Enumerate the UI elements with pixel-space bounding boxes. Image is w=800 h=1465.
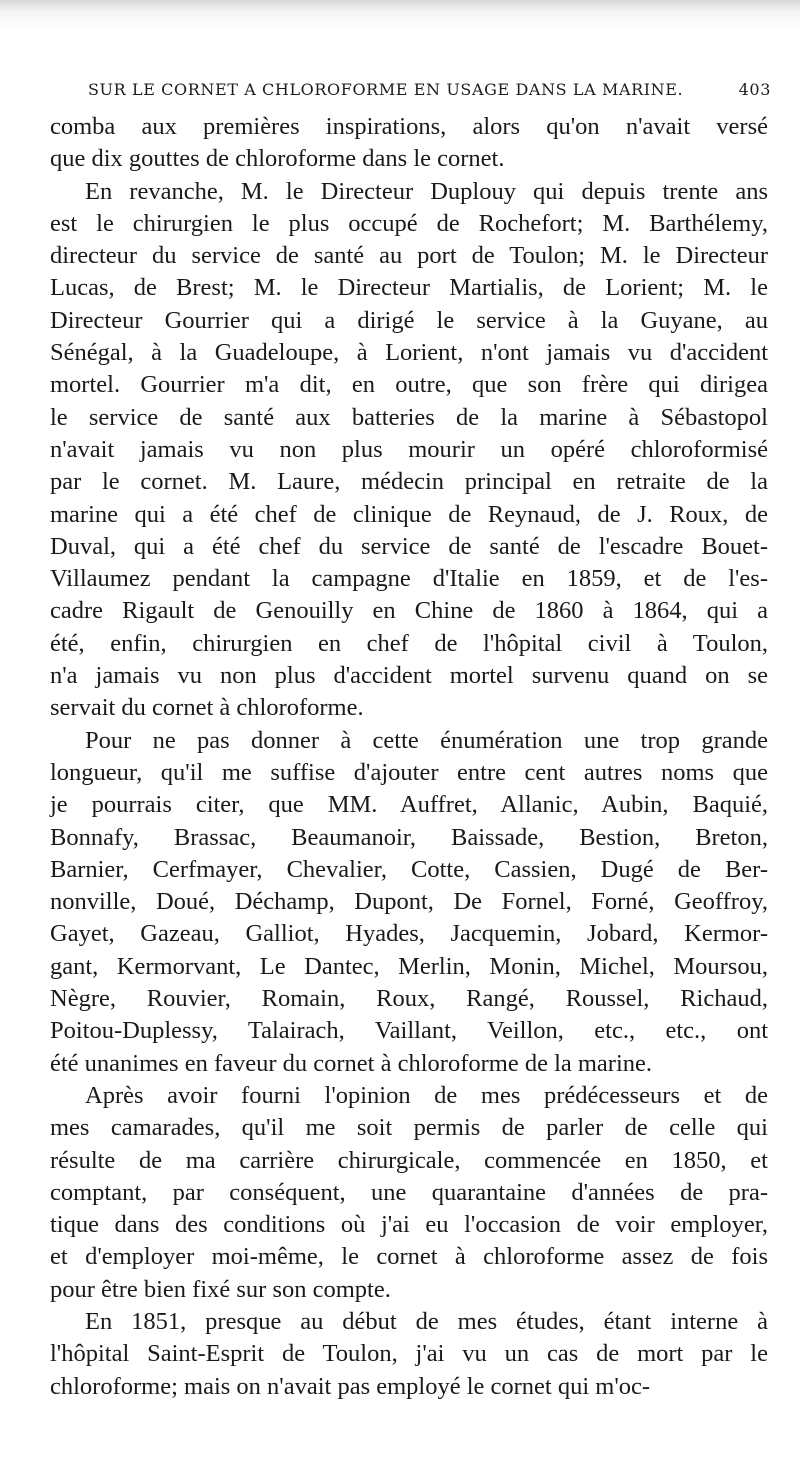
text-line: marine qui a été chef de clinique de Reynaud, de J. Roux, de bbox=[50, 500, 768, 528]
text-line: été unanimes en faveur du cornet à chloroforme de la marine. bbox=[50, 1049, 653, 1077]
text-line: Pour ne pas donner à cette énumération une trop grande bbox=[85, 726, 768, 754]
text-line: résulte de ma carrière chirurgicale, commencée en 1850, et bbox=[50, 1146, 768, 1174]
text-line: n'a jamais vu non plus d'accident mortel survenu quand on se bbox=[50, 662, 768, 690]
paragraph bbox=[50, 176, 768, 725]
text-line: chloroforme; mais on n'avait pas employé le cornet qui m'oc- bbox=[50, 1372, 651, 1400]
text-line: l'hôpital Saint-Esprit de Toulon, j'ai vu un cas de mort par le bbox=[50, 1340, 768, 1368]
text-line: directeur du service de santé au port de Toulon; M. le Directeur bbox=[50, 242, 768, 270]
text-line: En 1851, presque au début de mes études, étant interne à bbox=[85, 1307, 768, 1335]
text-line: Directeur Gourrier qui a dirigé le service à la Guyane, au bbox=[50, 306, 768, 334]
text-line: Sénégal, à la Guadeloupe, à Lorient, n'ont jamais vu d'accident bbox=[50, 339, 768, 367]
text-line: Nègre, Rouvier, Romain, Roux, Rangé, Roussel, Richaud, bbox=[50, 985, 768, 1013]
body-text bbox=[50, 111, 768, 1403]
text-line: mortel. Gourrier m'a dit, en outre, que son frère qui dirigea bbox=[50, 371, 768, 399]
paragraph bbox=[50, 1306, 768, 1403]
text-line: Bonnafy, Brassac, Beaumanoir, Baissade, Bestion, Breton, bbox=[50, 823, 768, 851]
text-line: comptant, par conséquent, une quarantaine d'années de pra- bbox=[50, 1178, 768, 1206]
text-line: gant, Kermorvant, Le Dantec, Merlin, Monin, Michel, Moursou, bbox=[50, 952, 768, 980]
text-line: Barnier, Cerfmayer, Chevalier, Cotte, Cassien, Dugé de Ber- bbox=[50, 855, 768, 883]
text-line: et d'employer moi-même, le cornet à chloroforme assez de fois bbox=[50, 1243, 768, 1271]
text-line: servait du cornet à chloroforme. bbox=[50, 694, 364, 722]
text-line: Gayet, Gazeau, Galliot, Hyades, Jacquemin, Jobard, Kermor- bbox=[50, 920, 768, 948]
running-title: SUR LE CORNET A CHLOROFORME EN USAGE DANS LA MARINE. bbox=[88, 80, 684, 99]
text-line: été, enfin, chirurgien en chef de l'hôpital civil à Toulon, bbox=[50, 629, 768, 657]
text-line: Lucas, de Brest; M. le Directeur Martialis, de Lorient; M. le bbox=[50, 274, 768, 302]
text-line: tique dans des conditions où j'ai eu l'occasion de voir employer, bbox=[50, 1211, 768, 1239]
text-line: n'avait jamais vu non plus mourir un opéré chloroformisé bbox=[50, 435, 768, 463]
text-line: Poitou-Duplessy, Talairach, Vaillant, Veillon, etc., etc., ont bbox=[50, 1017, 768, 1045]
text-line: Après avoir fourni l'opinion de mes prédécesseurs et de bbox=[85, 1081, 768, 1109]
paragraph bbox=[50, 111, 768, 176]
text-line: cadre Rigault de Genouilly en Chine de 1860 à 1864, qui a bbox=[50, 597, 768, 625]
text-line: nonville, Doué, Déchamp, Dupont, De Fornel, Forné, Geoffroy, bbox=[50, 888, 768, 916]
page-number: 403 bbox=[738, 80, 771, 99]
text-line: le service de santé aux batteries de la marine à Sébastopol bbox=[50, 403, 768, 431]
text-line: Villaumez pendant la campagne d'Italie en 1859, et de l'es- bbox=[50, 565, 768, 593]
paragraph bbox=[50, 1080, 768, 1306]
text-line: que dix gouttes de chloroforme dans le cornet. bbox=[50, 145, 505, 173]
text-line: par le cornet. M. Laure, médecin principal en retraite de la bbox=[50, 468, 768, 496]
text-line: est le chirurgien le plus occupé de Rochefort; M. Barthélemy, bbox=[50, 209, 768, 237]
text-line: En revanche, M. le Directeur Duplouy qui depuis trente ans bbox=[85, 177, 768, 205]
text-line: longueur, qu'il me suffise d'ajouter entre cent autres noms que bbox=[50, 758, 768, 786]
paragraph bbox=[50, 725, 768, 1080]
text-line: Duval, qui a été chef du service de santé de l'escadre Bouet- bbox=[50, 532, 768, 560]
running-head bbox=[88, 80, 771, 106]
text-line: pour être bien fixé sur son compte. bbox=[50, 1275, 391, 1303]
text-line: mes camarades, qu'il me soit permis de parler de celle qui bbox=[50, 1114, 768, 1142]
text-line: je pourrais citer, que MM. Auffret, Allanic, Aubin, Baquié, bbox=[50, 791, 768, 819]
text-line: comba aux premières inspirations, alors qu'on n'avait versé bbox=[50, 113, 768, 140]
